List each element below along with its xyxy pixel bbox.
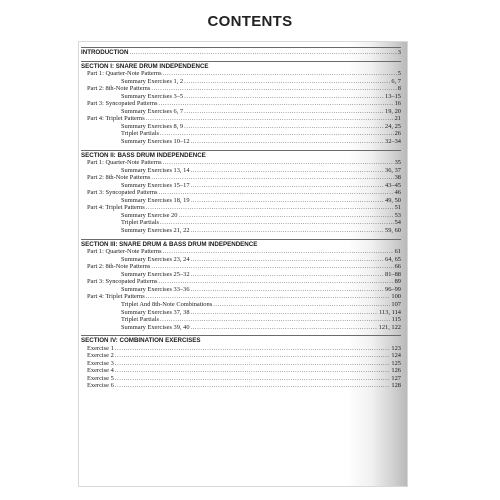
toc-entry: [81, 100, 401, 108]
dot-leader: [146, 115, 394, 123]
dot-leader: [146, 204, 394, 212]
section-divider: [81, 61, 401, 62]
toc-entry-label: Summary Exercises 1, 2: [121, 77, 184, 85]
dot-leader: [191, 309, 379, 317]
toc-entry: [81, 138, 401, 146]
toc-entry-label: Part 2: 8th-Note Patterns: [87, 85, 151, 93]
toc-entry: [81, 219, 401, 227]
toc-entry-label: Summary Exercises 21, 22: [121, 227, 190, 235]
toc-entry: [81, 167, 401, 175]
toc-entry-page: 35: [394, 159, 401, 167]
toc-entry-label: Triplet And 8th-Note Combinations: [121, 300, 213, 308]
toc-entry-page: 121, 122: [378, 323, 401, 331]
section-heading: SECTION III: SNARE DRUM & BASS DRUM INDEPENDENCE: [81, 240, 258, 248]
dot-leader: [191, 256, 385, 264]
toc-entry-page: 16: [394, 100, 401, 108]
toc-entry-page: 128: [391, 382, 401, 390]
toc-entry-label: Summary Exercises 37, 38: [121, 308, 190, 316]
toc-entry-introduction: [81, 49, 401, 57]
toc-entry-page: 107: [391, 300, 401, 308]
toc-entry-page: 113, 114: [379, 308, 401, 316]
toc-entry: [81, 382, 401, 390]
dot-leader: [151, 85, 396, 93]
toc-entry: [81, 301, 401, 309]
toc-entry: [81, 189, 401, 197]
toc-entry: [81, 316, 401, 324]
dot-leader: [191, 324, 378, 332]
toc-entry: [81, 93, 401, 101]
toc-entry: [81, 204, 401, 212]
dot-leader: [184, 108, 384, 116]
toc-entry-page: 96–99: [385, 285, 401, 293]
toc-entry-label: Summary Exercise 20: [121, 211, 178, 219]
dot-leader: [213, 301, 390, 309]
toc-entry-page: 46: [394, 189, 401, 197]
toc-entry: [81, 174, 401, 182]
toc-entry-page: 32–34: [385, 138, 401, 146]
toc-entry: [81, 70, 401, 78]
dot-leader: [160, 316, 391, 324]
toc-entry-page: 100: [391, 293, 401, 301]
toc-entry: [81, 309, 401, 317]
dot-leader: [158, 100, 393, 108]
toc-entry: [81, 367, 401, 375]
dot-leader: [184, 93, 384, 101]
dot-leader: [129, 49, 396, 57]
toc-entry-label: Summary Exercises 15–17: [121, 181, 190, 189]
toc-entry: [81, 271, 401, 279]
toc-entry-label: Summary Exercises 3–5: [121, 92, 184, 100]
toc-entry-page: 13–15: [385, 92, 401, 100]
toc-entry-label: Part 3: Syncopated Patterns: [87, 189, 158, 197]
toc-entry: [81, 278, 401, 286]
toc-entry: [81, 324, 401, 332]
toc-entry-label: Summary Exercises 8, 9: [121, 122, 184, 130]
section-heading: SECTION I: SNARE DRUM INDEPENDENCE: [81, 62, 209, 70]
dot-leader: [160, 219, 394, 227]
dot-leader: [184, 123, 384, 131]
toc-entry-page: 115: [391, 316, 401, 324]
toc-entry-label: Exercise 3: [87, 359, 114, 367]
dot-leader: [146, 293, 391, 301]
toc-entry-label: Exercise 6: [87, 382, 114, 390]
toc-entry-page: 89: [394, 278, 401, 286]
toc-entry-label: Part 3: Syncopated Patterns: [87, 278, 158, 286]
toc-entry-page: 36, 37: [385, 166, 401, 174]
dot-leader: [191, 167, 385, 175]
dot-leader: [115, 360, 391, 368]
toc-entry-label: Exercise 5: [87, 374, 114, 382]
toc-entry-label: Part 2: 8th-Note Patterns: [87, 174, 151, 182]
toc-entry: [81, 115, 401, 123]
toc-entry-label: Part 4: Triplet Patterns: [87, 115, 145, 123]
dot-leader: [158, 278, 393, 286]
toc-entry: [81, 256, 401, 264]
toc-entry-page: 43–45: [385, 181, 401, 189]
toc-entry-page: 51: [394, 204, 401, 212]
dot-leader: [191, 286, 385, 294]
toc-entry-label: Summary Exercises 39, 40: [121, 323, 190, 331]
toc-entry: [81, 293, 401, 301]
toc-entry: [81, 263, 401, 271]
dot-leader: [163, 70, 397, 78]
toc-entry: [81, 78, 401, 86]
toc-entry-page: 64, 65: [385, 255, 401, 263]
toc-entry-label: Part 4: Triplet Patterns: [87, 204, 145, 212]
toc-entry-label: Part 2: 8th-Note Patterns: [87, 263, 151, 271]
toc-entry-label: Summary Exercises 23, 24: [121, 255, 190, 263]
toc-entry-page: 8: [397, 85, 401, 93]
toc-entry-page: 59, 60: [385, 227, 401, 235]
toc-entry: [81, 197, 401, 205]
toc-entry-page: 3: [397, 49, 401, 56]
toc-entry-page: 126: [391, 367, 401, 375]
toc-entry: [81, 345, 401, 353]
dot-leader: [178, 212, 393, 220]
page-title: CONTENTS: [207, 13, 293, 30]
toc-entry: [81, 360, 401, 368]
section-heading: SECTION II: BASS DRUM INDEPENDENCE: [81, 151, 206, 159]
toc-entry-page: 125: [391, 359, 401, 367]
toc-entry-page: 127: [391, 374, 401, 382]
dot-leader: [115, 382, 391, 390]
toc-entry-page: 124: [391, 352, 401, 360]
toc-entry-label: Summary Exercises 18, 19: [121, 196, 190, 204]
toc-entry-label: Part 1: Quarter-Note Patterns: [87, 159, 162, 167]
dot-leader: [163, 248, 394, 256]
toc-entry-page: 19, 20: [385, 107, 401, 115]
toc-entry-label: Triplet Partials: [121, 130, 159, 138]
toc-entry-page: 53: [394, 211, 401, 219]
toc-entry: [81, 212, 401, 220]
toc-entry-label: Summary Exercises 25–32: [121, 270, 190, 278]
toc-entry: [81, 248, 401, 256]
dot-leader: [115, 352, 391, 360]
toc-entry-page: 54: [394, 219, 401, 227]
table-of-contents: [81, 43, 401, 390]
toc-entry-page: 61: [394, 248, 401, 256]
toc-entry: [81, 159, 401, 167]
toc-entry: [81, 352, 401, 360]
toc-entry: [81, 182, 401, 190]
dot-leader: [160, 130, 394, 138]
dot-leader: [191, 271, 385, 279]
toc-entry-label: Exercise 1: [87, 344, 114, 352]
toc-entry-page: 81–88: [385, 270, 401, 278]
toc-entry: [81, 375, 401, 383]
section-divider: [81, 335, 401, 336]
toc-entry-page: 123: [391, 344, 401, 352]
toc-entry-label: INTRODUCTION: [81, 49, 129, 56]
toc-entry: [81, 227, 401, 235]
toc-entry: [81, 108, 401, 116]
section-heading: SECTION IV: COMBINATION EXERCISES: [81, 337, 201, 345]
toc-entry-label: Part 3: Syncopated Patterns: [87, 100, 158, 108]
toc-entry-page: 26: [394, 130, 401, 138]
toc-entry-page: 24, 25: [385, 122, 401, 130]
toc-entry-page: 66: [394, 263, 401, 271]
section-divider: [81, 239, 401, 240]
toc-entry-label: Exercise 2: [87, 352, 114, 360]
toc-entry-label: Triplet Partials: [121, 219, 159, 227]
toc-entry-label: Summary Exercises 13, 14: [121, 166, 190, 174]
toc-entry-label: Part 1: Quarter-Note Patterns: [87, 70, 162, 78]
dot-leader: [191, 138, 385, 146]
dot-leader: [115, 375, 391, 383]
dot-leader: [191, 197, 385, 205]
dot-leader: [184, 78, 390, 86]
toc-entry: [81, 286, 401, 294]
dot-leader: [191, 227, 385, 235]
sections-container: [81, 61, 401, 390]
toc-entry: [81, 130, 401, 138]
toc-entry-page: 21: [394, 115, 401, 123]
toc-entry-label: Summary Exercises 33–36: [121, 285, 190, 293]
dot-leader: [115, 367, 391, 375]
toc-entry-page: 49, 50: [385, 196, 401, 204]
toc-entry-page: 38: [394, 174, 401, 182]
toc-entry-label: Part 4: Triplet Patterns: [87, 293, 145, 301]
toc-entry-label: Summary Exercises 10–12: [121, 138, 190, 146]
dot-leader: [151, 174, 393, 182]
toc-entry-label: Summary Exercises 6, 7: [121, 107, 184, 115]
dot-leader: [158, 189, 393, 197]
section-divider: [81, 150, 401, 151]
dot-leader: [151, 263, 393, 271]
toc-entry-page: 5: [397, 70, 401, 78]
dot-leader: [115, 345, 391, 353]
dot-leader: [191, 182, 385, 190]
toc-entry-label: Triplet Partials: [121, 316, 159, 324]
toc-entry-label: Part 1: Quarter-Note Patterns: [87, 248, 162, 256]
toc-entry-label: Exercise 4: [87, 367, 114, 375]
section-divider: [81, 47, 401, 48]
toc-entry-page: 6, 7: [391, 77, 401, 85]
toc-entry: [81, 85, 401, 93]
dot-leader: [163, 159, 394, 167]
toc-entry: [81, 123, 401, 131]
